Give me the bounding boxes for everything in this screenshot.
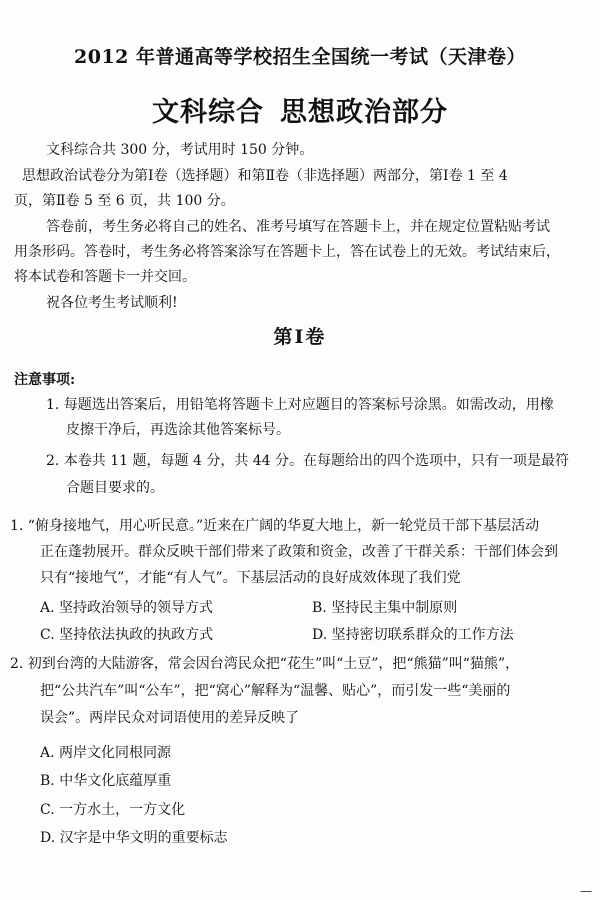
question-line: 2. 初到台湾的大陆游客，常会因台湾民众把“花生”叫“土豆”，把“熊猫”叫“猫熊”， [10,656,520,672]
intro-line: 页，第Ⅱ卷 5 至 6 页，共 100 分。 [14,193,235,209]
notice-line: 1. 每题选出答案后，用铅笔将答题卡上对应题目的答案标号涂黑。如需改动，用橡 [46,397,554,413]
exam-title: 2012 年普通高等学校招生全国统一考试（天津卷） [74,46,526,68]
option-c: C. 坚持依法执政的执政方式 [40,627,214,643]
option-b: B. 坚持民主集中制原则 [312,600,458,616]
option-a: A. 两岸文化同根同源 [40,745,172,761]
page-number: — [580,884,592,898]
question-line: 只有“接地气”，才能“有人气”。下基层活动的良好成效体现了我们党 [40,570,461,586]
notice-line: 皮擦干净后，再选涂其他答案标号。 [66,422,290,438]
subtitle-part: 思想政治部分 [280,97,448,128]
notice-line: 2. 本卷共 11 题，每题 4 分，共 44 分。在每题给出的四个选项中，只有一项是最符 [46,453,570,469]
option-a: A. 坚持政治领导的领导方式 [40,600,214,616]
notice-line: 合题目要求的。 [66,480,164,496]
intro-line: 祝各位考生考试顺利! [46,295,178,311]
notice-heading: 注意事项: [14,372,76,388]
intro-line: 答卷前，考生务必将自己的姓名、准考号填写在答题卡上，并在规定位置粘贴考试 [46,219,550,235]
question-line: 把“公共汽车”叫“公车”，把“窝心”解释为“温馨、贴心”，而引发一些“美丽的 [40,683,511,699]
intro-line: 将本试卷和答题卡一并交回。 [14,269,196,285]
exam-subtitle [0,90,600,129]
question-line: 正在蓬勃展开。群众反映干部们带来了政策和资金，改善了干群关系：干部们体会到 [40,544,558,560]
question-line: 1. “俯身接地气，用心听民意。”近来在广阔的华夏大地上，新一轮党员干部下基层活动 [10,518,540,534]
option-c: C. 一方水土，一方文化 [40,802,186,818]
question-line: 误会”。两岸民众对词语使用的差异反映了 [40,710,300,726]
intro-line: 文科综合共 300 分，考试用时 150 分钟。 [46,142,314,158]
intro-line: 思想政治试卷分为第Ⅰ卷（选择题）和第Ⅱ卷（非选择题）两部分，第Ⅰ卷 1 至 4 [22,168,508,184]
subtitle-subject: 文科综合 [152,97,264,128]
section-title: 第Ⅰ卷 [273,326,327,348]
option-d: D. 汉字是中华文明的重要标志 [40,830,228,846]
option-d: D. 坚持密切联系群众的工作方法 [312,627,514,643]
intro-line: 用条形码。答卷时，考生务必将答案涂写在答题卡上，答在试卷上的无效。考试结束后， [14,244,560,260]
option-b: B. 中华文化底蕴厚重 [40,773,172,789]
